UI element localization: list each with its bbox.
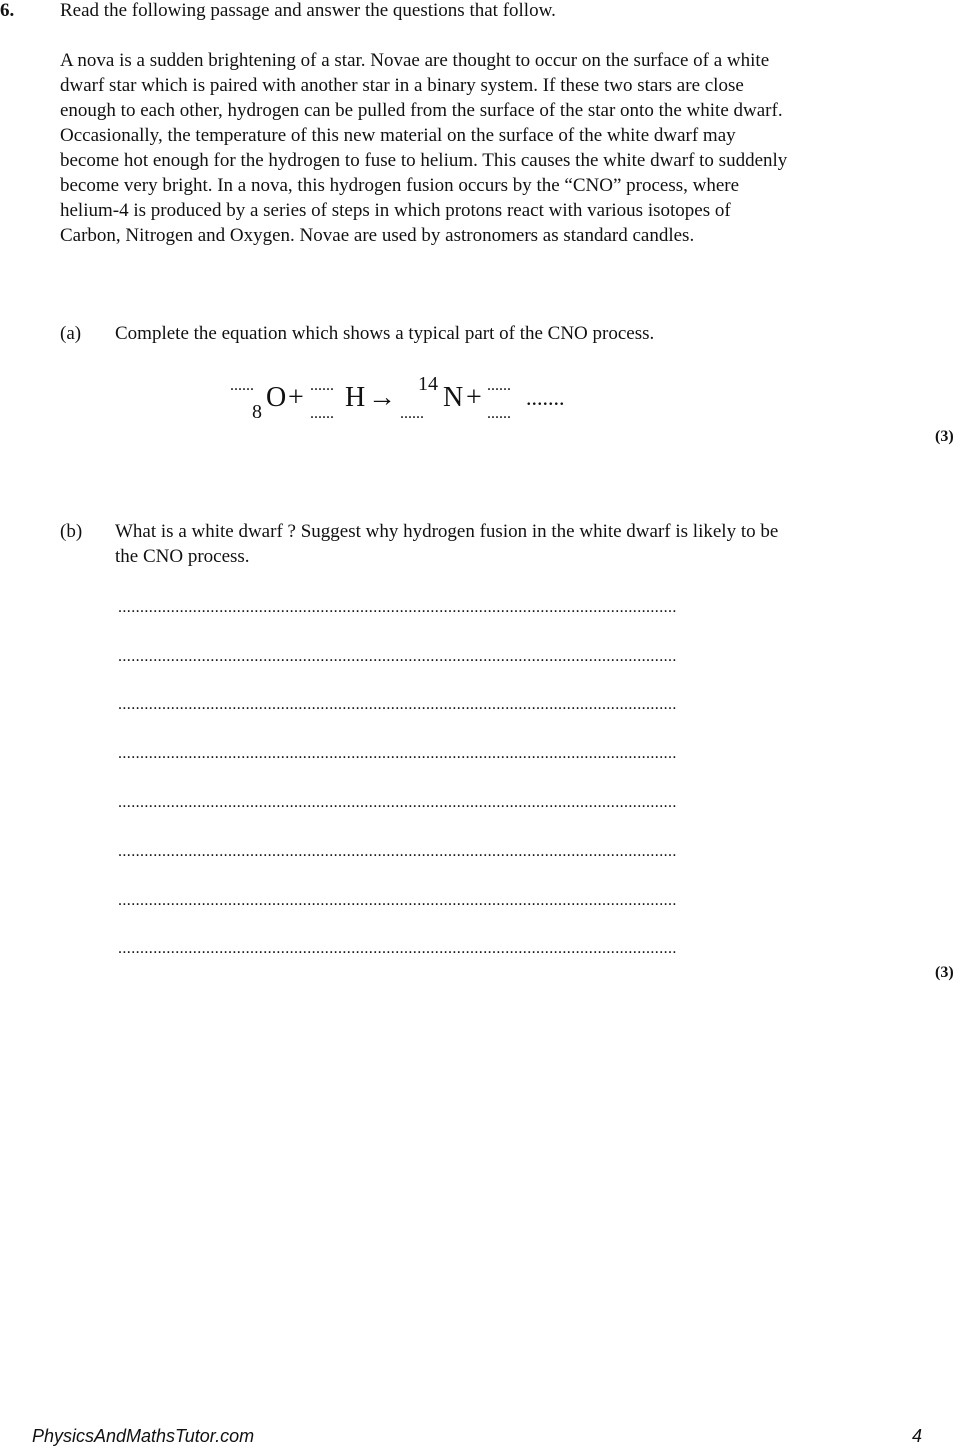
answer-line[interactable]: ...............................................................................................................................	[118, 649, 677, 665]
answer-line[interactable]: ...............................................................................................................................	[118, 795, 677, 811]
h-symbol: H	[345, 382, 366, 413]
product-symbol-blank[interactable]: .......	[526, 385, 565, 410]
answer-line[interactable]: ...............................................................................................................................	[118, 600, 677, 616]
plus-sign: +	[288, 382, 304, 413]
product-mass-blank[interactable]: ......	[487, 377, 511, 394]
part-a-label: (a)	[60, 323, 82, 344]
question-intro: Read the following passage and answer the questions that follow.	[60, 0, 556, 21]
answer-line[interactable]: ...............................................................................................................................	[118, 746, 677, 762]
reaction-arrow: →	[368, 382, 396, 413]
passage-line: Occasionally, the temperature of this new material on the surface of the white dwarf may	[60, 125, 736, 146]
part-b-label: (b)	[60, 521, 83, 542]
part-b-question-line2: the CNO process.	[115, 546, 250, 567]
answer-line[interactable]: ...............................................................................................................................	[118, 844, 677, 860]
nuclear-equation	[230, 372, 610, 432]
answer-line[interactable]: ...............................................................................................................................	[118, 893, 677, 909]
answer-line[interactable]: ...............................................................................................................................	[118, 697, 677, 713]
passage	[60, 48, 920, 248]
n-mass-number: 14	[418, 373, 438, 395]
part-a-marks: (3)	[935, 428, 954, 445]
question-number: 6.	[0, 0, 15, 21]
passage-line: enough to each other, hydrogen can be pulled from the surface of the star onto the white dwarf.	[60, 100, 783, 121]
n-symbol: N	[443, 382, 464, 413]
part-b-marks: (3)	[935, 964, 954, 981]
part-a-question: Complete the equation which shows a typical part of the CNO process.	[115, 323, 655, 344]
passage-line: dwarf star which is paired with another star in a binary system. If these two stars are close	[60, 75, 744, 96]
passage-line: helium-4 is produced by a series of steps in which protons react with various isotopes of	[60, 200, 731, 221]
n-atomic-blank[interactable]: ......	[400, 405, 424, 422]
h-mass-blank[interactable]: ......	[310, 377, 334, 394]
passage-line: A nova is a sudden brightening of a star. Novae are thought to occur on the surface of a white	[60, 50, 770, 71]
o-atomic-number: 8	[252, 401, 262, 423]
h-atomic-blank[interactable]: ......	[310, 405, 334, 422]
answer-line[interactable]: ...............................................................................................................................	[118, 941, 677, 957]
o-mass-blank[interactable]: ......	[230, 377, 254, 394]
product-atomic-blank[interactable]: ......	[487, 405, 511, 422]
page-number: 4	[912, 1426, 923, 1446]
o-symbol: O	[266, 382, 287, 413]
passage-line: become hot enough for the hydrogen to fuse to helium. This causes the white dwarf to suddenly	[60, 150, 788, 171]
plus-sign: +	[466, 382, 482, 413]
part-b-question-line1: What is a white dwarf ? Suggest why hydrogen fusion in the white dwarf is likely to be	[115, 521, 779, 542]
passage-line: become very bright. In a nova, this hydrogen fusion occurs by the “CNO” process, where	[60, 175, 740, 196]
passage-line: Carbon, Nitrogen and Oxygen. Novae are used by astronomers as standard candles.	[60, 225, 695, 246]
footer-site: PhysicsAndMathsTutor.com	[32, 1426, 255, 1446]
